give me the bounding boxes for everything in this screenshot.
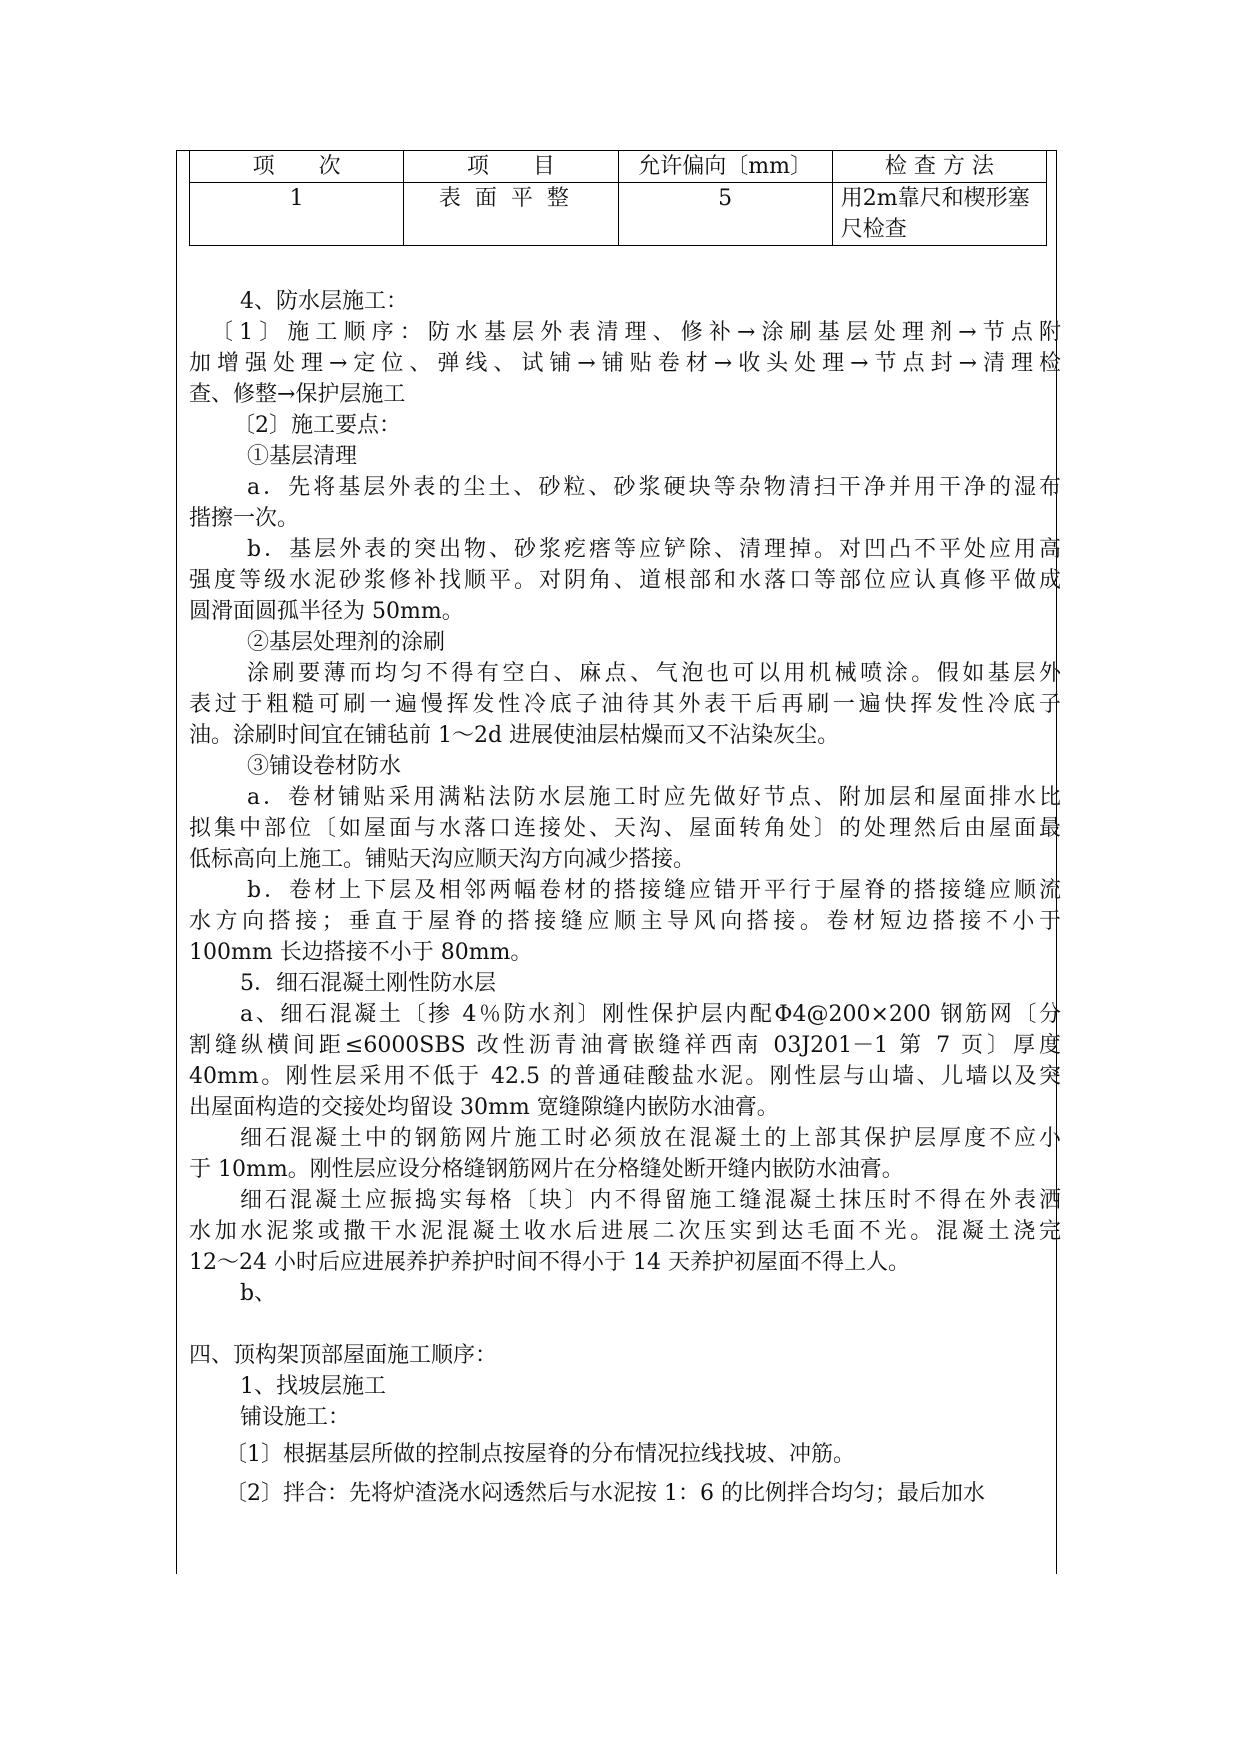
cell-method: 用2m靠尺和楔形塞尺检查 <box>832 183 1046 246</box>
section-heading: 四、顶构架顶部屋面施工顺序： <box>189 1343 498 1368</box>
paragraph-line: 〔2〕拌合：先将炉渣浇水闷透然后与水泥按 1：6 的比例拌合均匀；最后加水 <box>225 1481 985 1506</box>
paragraph-line: 〔1〕根据基层所做的控制点按屋脊的分布情况拉线找坡、冲筋。 <box>225 1442 855 1467</box>
subheading: 〔2〕施工要点： <box>233 413 401 438</box>
paragraph-line: a．先将基层外表的尘土、砂粒、砂浆硬块等杂物清扫干净并用干净的湿布 <box>247 475 1061 500</box>
paragraph-line: 涂刷要薄而均匀不得有空白、麻点、气泡也可以用机械喷涂。假如基层外 <box>247 661 1061 686</box>
paragraph-line: 表过于粗糙可刷一遍慢挥发性冷底子油待其外表干后再刷一遍快挥发性冷底子 <box>189 692 1061 717</box>
cell-item: 表面平整 <box>404 183 618 246</box>
subheading: 铺设施工： <box>240 1405 351 1430</box>
table-row <box>190 183 1047 246</box>
paragraph-line: 细石混凝土应振捣实每格〔块〕内不得留施工缝混凝土抹压时不得在外表洒 <box>240 1188 1061 1213</box>
paragraph-line: 40mm。刚性层采用不低于 42.5 的普通硅酸盐水泥。刚性层与山墙、儿墙以及突 <box>189 1064 1061 1089</box>
paragraph-line: b．卷材上下层及相邻两幅卷材的搭接缝应错开平行于屋脊的搭接缝应顺流 <box>247 878 1061 903</box>
header-deviation: 允许偏向〔mm〕 <box>618 151 832 183</box>
paragraph-line: a、细石混凝土〔掺 4％防水剂〕刚性保护层内配Φ4@200×200 钢筋网〔分 <box>240 1002 1061 1027</box>
paragraph-line: a．卷材铺贴采用满粘法防水层施工时应先做好节点、附加层和屋面排水比 <box>247 785 1061 810</box>
paragraph-line: 油。涂刷时间宜在铺毡前 1～2d 进展使油层枯燥而又不沾染灰尘。 <box>189 723 840 748</box>
paragraph-line: 强度等级水泥砂浆修补找顺平。对阴角、道根部和水落口等部位应认真修平做成 <box>189 568 1061 593</box>
paragraph-line: 低标高向上施工。铺贴天沟应顺天沟方向减少搭接。 <box>189 847 696 872</box>
paragraph-line: 100mm 长边搭接不小于 80mm。 <box>189 940 533 965</box>
subheading: 1、找坡层施工 <box>240 1374 386 1399</box>
paragraph-line: 加增强处理→定位、弹线、试铺→铺贴卷材→收头处理→节点封→清理检 <box>189 351 1061 376</box>
header-item-no: 项 次 <box>190 151 404 183</box>
subheading: ②基层处理剂的涂刷 <box>247 630 446 655</box>
header-item: 项 目 <box>404 151 618 183</box>
paragraph-line: b、 <box>240 1281 277 1306</box>
paragraph-line: 拟集中部位〔如屋面与水落口连接处、天沟、屋面转角处〕的处理然后由屋面最 <box>189 816 1061 841</box>
cell-deviation: 5 <box>618 183 832 246</box>
subheading: 5．细石混凝土刚性防水层 <box>240 971 496 996</box>
subheading: ①基层清理 <box>247 444 358 469</box>
paragraph-line: 12～24 小时后应进展养护养护时间不得小于 14 天养护初屋面不得上人。 <box>189 1250 910 1275</box>
paragraph-line: 查、修整→保护层施工 <box>189 382 406 407</box>
paragraph-line: 于 10mm。刚性层应设分格缝钢筋网片在分格缝处断开缝内嵌防水油膏。 <box>189 1157 904 1182</box>
subheading: ③铺设卷材防水 <box>247 754 402 779</box>
deviation-table <box>189 150 1047 246</box>
header-method: 检 查 方 法 <box>832 151 1046 183</box>
paragraph-line: 细石混凝土中的钢筋网片施工时必须放在混凝土的上部其保护层厚度不应小 <box>240 1126 1061 1151</box>
cell-item-no: 1 <box>190 183 404 246</box>
table-header-row <box>190 151 1047 183</box>
paragraph-line: 出屋面构造的交接处均留设 30mm 宽缝隙缝内嵌防水油膏。 <box>189 1095 779 1120</box>
paragraph-line: 圆滑面圆孤半径为 50mm。 <box>189 599 464 624</box>
body-text <box>189 286 1061 1509</box>
paragraph-line: b．基层外表的突出物、砂浆疙瘩等应铲除、清理掉。对凹凸不平处应用高 <box>247 537 1061 562</box>
heading-waterproof: 4、防水层施工： <box>240 289 408 314</box>
paragraph-line: 水加水泥浆或撒干水泥混凝土收水后进展二次压实到达毛面不光。混凝土浇完 <box>189 1219 1061 1244</box>
paragraph-line: 割缝纵横间距≤6000SBS 改性沥青油膏嵌缝祥西南 03J201－1 第 7 页〕厚度 <box>189 1033 1061 1058</box>
paragraph-line: 〔1〕施工顺序：防水基层外表清理、修补→涂刷基层处理剂→节点附 <box>211 320 1061 345</box>
paragraph-line: 揩擦一次。 <box>189 506 300 531</box>
paragraph-line: 水方向搭接；垂直于屋脊的搭接缝应顺主导风向搭接。卷材短边搭接不小于 <box>189 909 1061 934</box>
